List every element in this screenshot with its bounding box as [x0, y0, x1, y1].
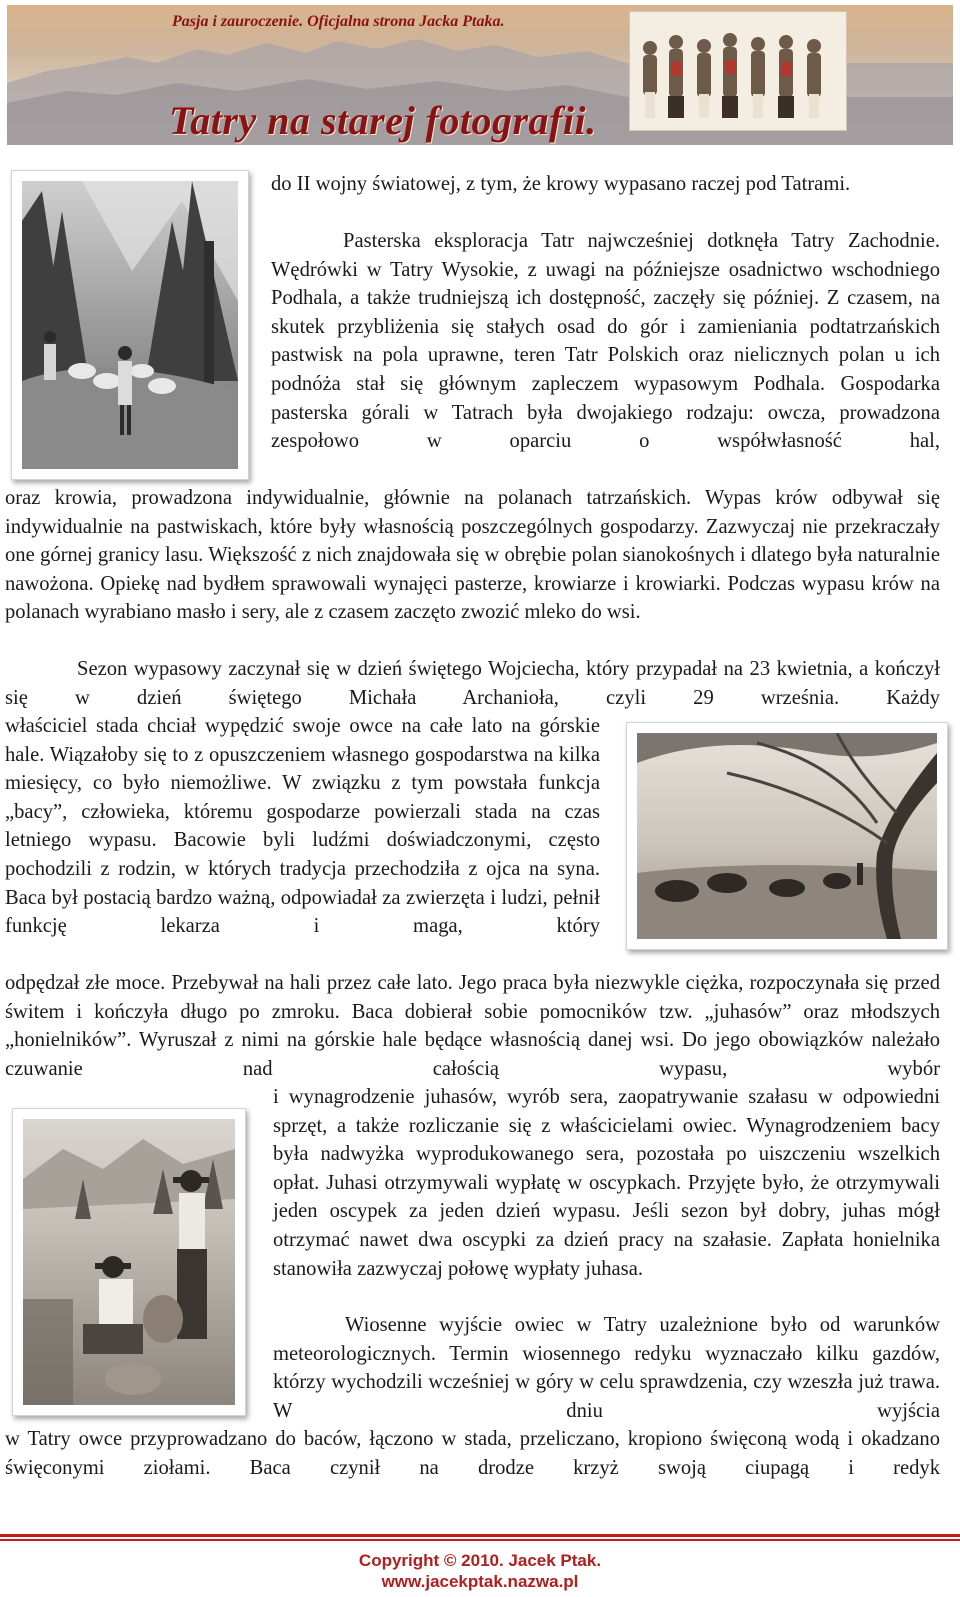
text-block-2b	[5, 484, 940, 627]
text-block-3b	[5, 712, 600, 941]
paragraph-continued: do II wojny światowej, z tym, że krowy wypasano raczej pod Tatrami.	[271, 173, 851, 195]
photo-cattle-tree	[626, 722, 948, 950]
paragraph-wlasciciel: właściciel stada chciał wypędzić swoje owce na całe lato na górskie hale. Wiązałoby się to z opuszczeniem własnego gospodarstwa na kilka miesięcy, co było niemożliwe. W związku z tym powstała funkcja „bacy”, człowieka, któremu gospodarze powierzali stada na czas letniego wypasu. Bacowie byli ludźmi doświadczonymi, często pochodzili z rodzin, w których tradycja przechodziła z ojca na syna. Baca był postacią bardzo ważną, odpowiadał za zwierzęta i ludzi, pełnił funkcję lekarza i maga, który	[5, 715, 600, 938]
site-tagline: Pasja i zauroczenie. Oficjalna strona Jacka Ptaka.	[172, 13, 505, 30]
highlanders-illustration	[630, 12, 846, 130]
paragraph-wiosenne: Wiosenne wyjście owiec w Tatry uzależnione było od warunków meteorologicznych. Termin wiosennego redyku wyznaczało kilku gazdów, którzy wychodzili wcześniej w góry w celu sprawdzenia, czy wzeszła już trawa. W dniu wyjścia	[273, 1314, 940, 1422]
paragraph-sezon: Sezon wypasowy zaczynał się w dzień świętego Wojciecha, który przypadał na 23 kwietnia, a kończył się w dzień świętego Michała Archanioła, czyli 29 września. Każdy	[5, 658, 940, 709]
paragraph-redyk: w Tatry owce przyprowadzano do baców, łączono w stada, przeliczano, kropiono święconą wodą i okadzano święconymi ziołami. Baca czynił na drodze krzyż swoją ciupagą i redyk	[5, 1428, 940, 1479]
text-block-2a	[271, 227, 940, 456]
header-banner	[7, 5, 953, 145]
website-link[interactable]: www.jacekptak.nazwa.pl	[381, 1572, 579, 1591]
text-block-4a	[273, 1311, 940, 1425]
paragraph-pasterska: Pasterska eksploracja Tatr najwcześniej dotknęła Tatry Zachodnie. Wędrówki w Tatry Wysokie, z uwagi na późniejsze osadnictwo wschodniego Podhala, a także trudniejszą ich dostępność, zaczęły się później. Z czasem, na skutek przybliżenia się stałych osad do gór i zamieniania podtatrzańskich pastwisk na pola uprawne, teren Tatr Polskich oraz nielicznych polan u ich podnóża stał się głównym zapleczem wypasowym Podhala. Gospodarka pasterska górali w Tatrach była dwojakiego rodzaju: owcza, prowadzona zespołowo w oparciu o współwłasność hal,	[271, 230, 940, 453]
copyright-text: Copyright © 2010. Jacek Ptak.	[358, 1551, 602, 1570]
highlanders-photo	[629, 11, 847, 131]
footer-divider-bottom	[0, 1539, 960, 1541]
paragraph-wynagrodzenie: i wynagrodzenie juhasów, wyrób sera, zaopatrywanie szałasu w odpowiedni sprzęt, a także rozliczanie się z właścicielami owiec. Wynagrodzeniem bacy była nadwyżka wyprodukowanego sera, pozostała po uiszczeniu wszelkich opłat. Juhasi otrzymywali wypłatę w oscypkach. Przyjęte było, że otrzymywali jeden oscypek za jeden dzień wypasu. Jeśli sezon był dobry, juhas mógł otrzymać nawet dwa oscypki za dzień pracy na szałasie. Zapłata honielnika stanowiła zazwyczaj połowę wypłaty juhasa.	[273, 1086, 940, 1280]
text-block-4b	[5, 1425, 940, 1482]
paragraph-odpedzal: odpędzał złe moce. Przebywał na hali przez całe lato. Jego praca była niezwykle ciężka, rozpoczynała się przed świtem i kończyła długo po zmroku. Baca dobierał sobie pomocników tzw. „juhasów” oraz młodszych „honielników”. Wyruszał z nimi na górskie hale będące własnością danej wsi. Do jego obowiązków należało czuwanie nad całością wypasu, wybór	[5, 972, 940, 1080]
footer-divider-top	[0, 1534, 960, 1537]
shepherds-baca-image	[23, 1119, 235, 1405]
text-block-3d	[273, 1083, 940, 1283]
footer	[0, 1550, 960, 1592]
photo-shepherds-baca	[12, 1108, 246, 1416]
paragraph-krowia: oraz krowia, prowadzona indywidualnie, głównie na polanach tatrzańskich. Wypas krów odbywał się indywidualnie na pastwiskach, które były własnością poszczególnych gospodarzy. Zazwyczaj nie przekraczały one górnej granicy lasu. Większość z nich znajdowała się w obrębie polan sianokośnych i dlatego była naturalnie nawożona. Opiekę nad bydłem sprawowali wynajęci pasterze, krowiarze i krowiarki. Podczas wypasu krów na polanach wyrabiano masło i sery, ale z czasem zaczęto zwozić mleko do wsi.	[5, 487, 940, 624]
photo-shepherds-forest	[11, 170, 249, 480]
cattle-tree-image	[637, 733, 937, 939]
text-block-3c	[5, 969, 940, 1083]
text-block-3a	[5, 655, 940, 712]
shepherds-forest-image	[22, 181, 238, 469]
text-block-1	[271, 170, 940, 199]
page-title: Tatry na starej fotografii.	[169, 98, 597, 143]
